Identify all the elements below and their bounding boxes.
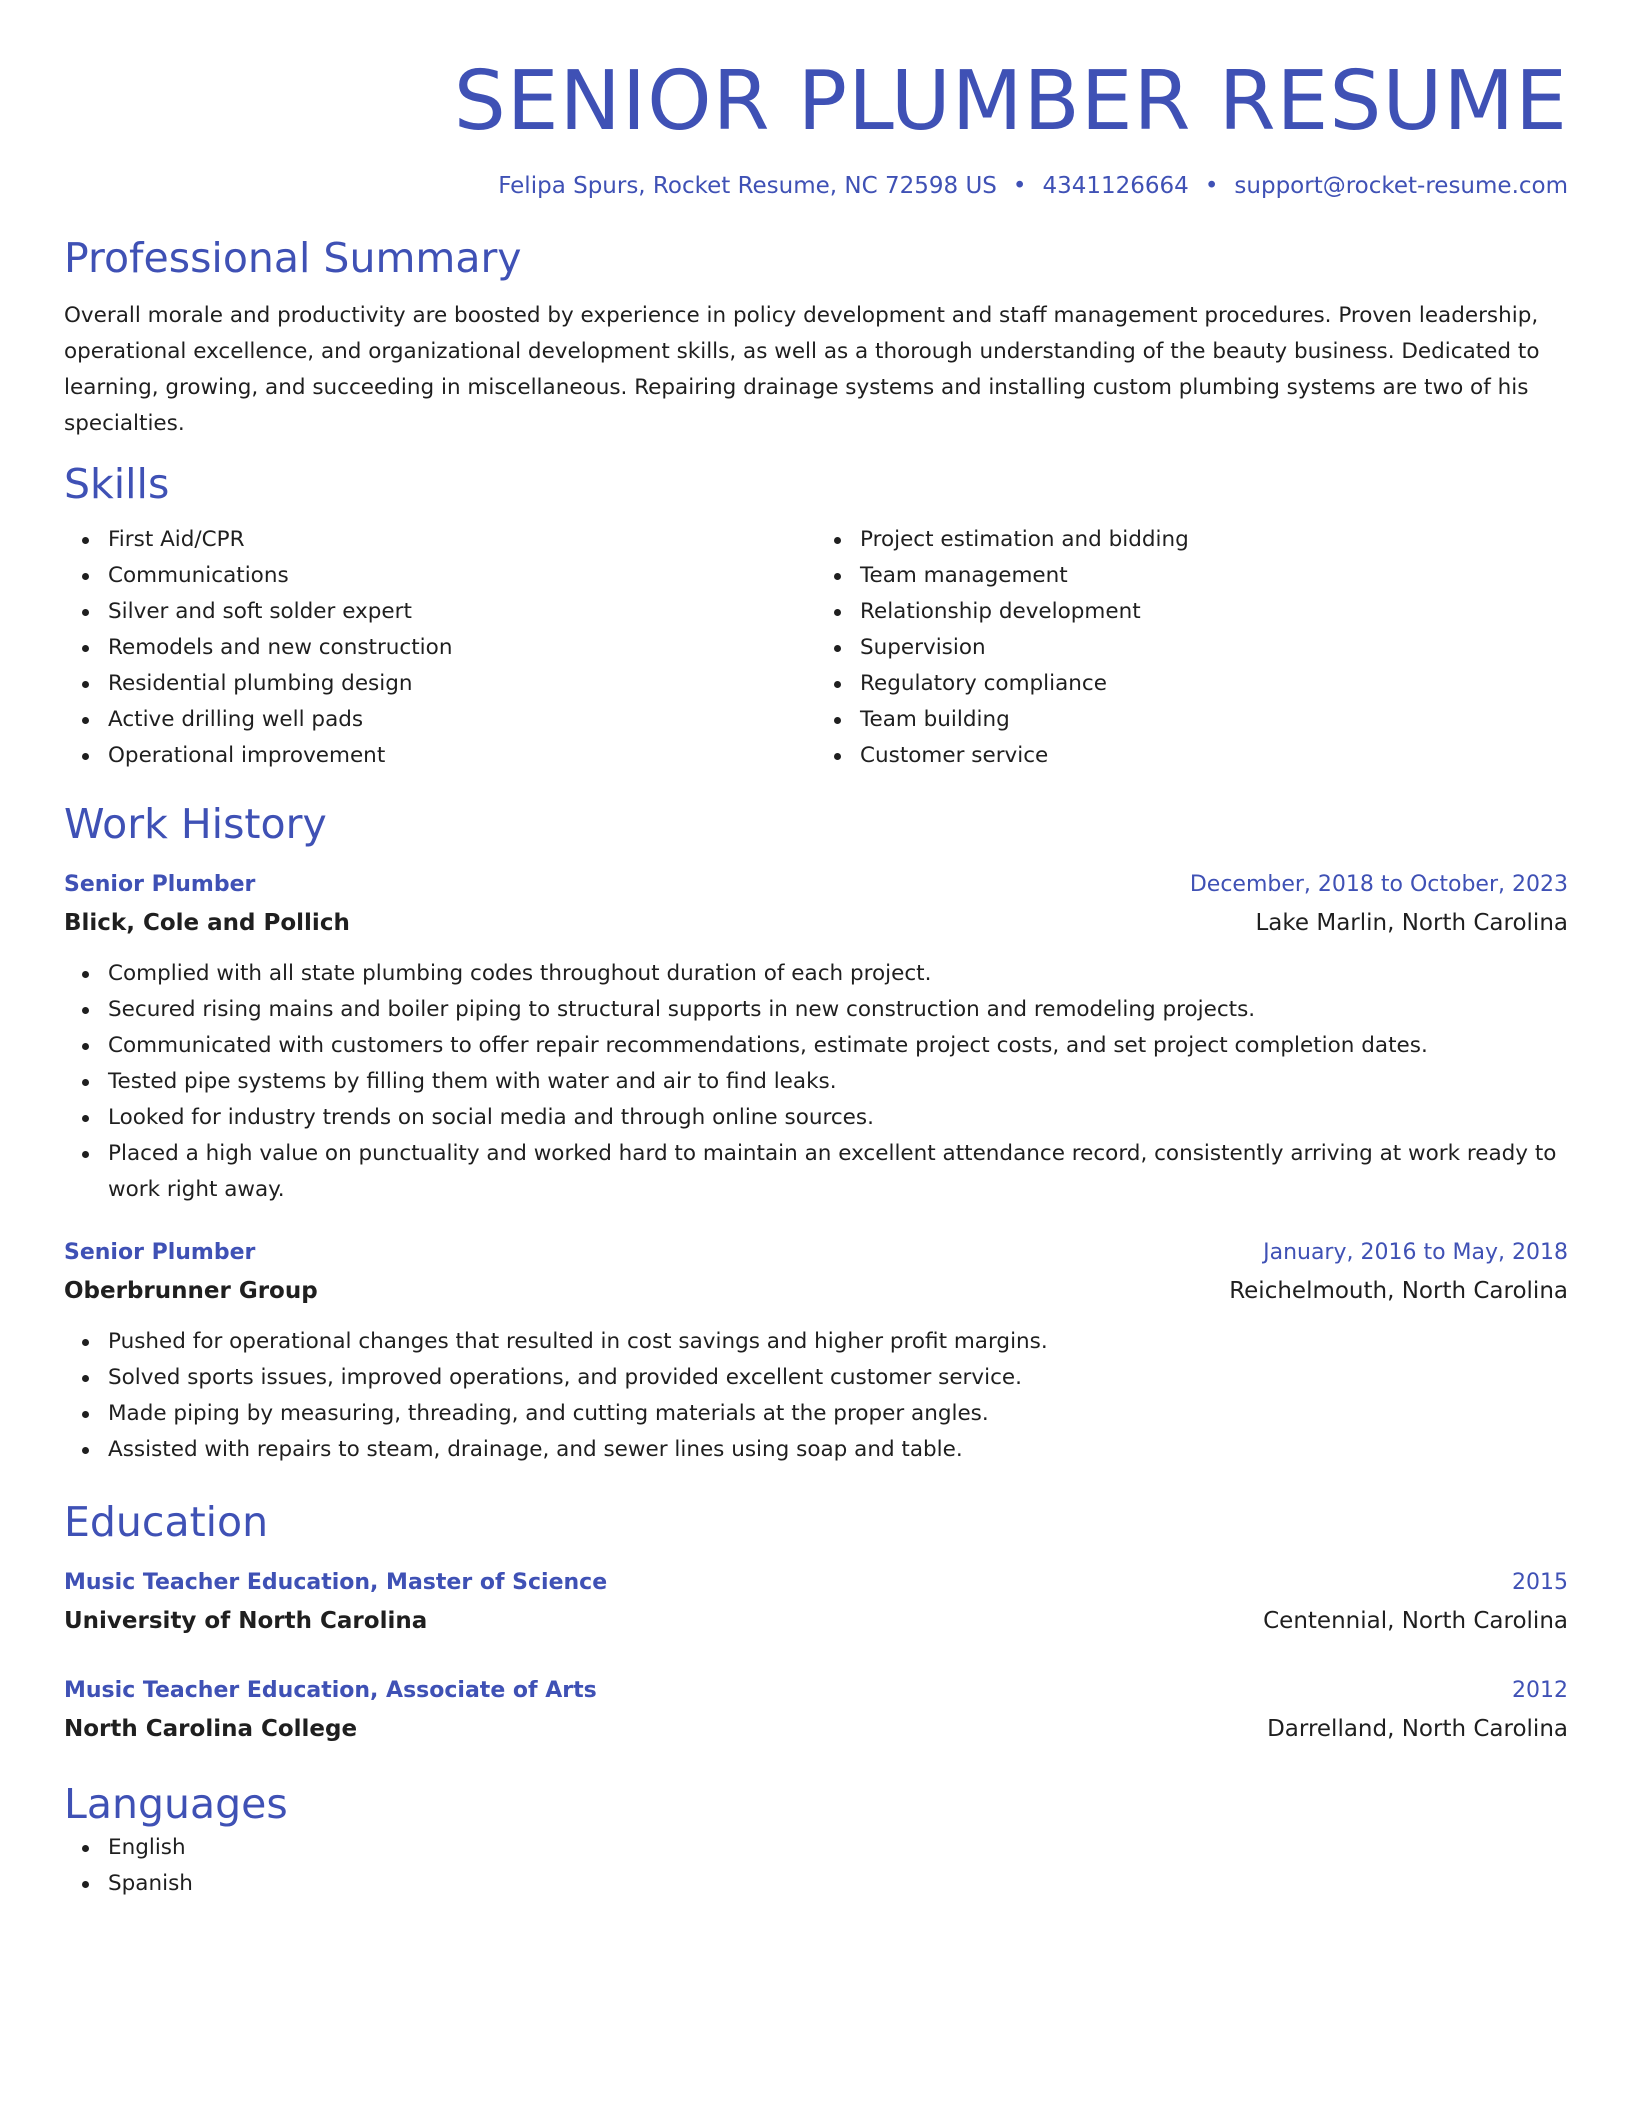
job-entry: [64, 1234, 1568, 1468]
contact-line: [64, 170, 1568, 202]
job-location: Reichelmouth, North Carolina: [1229, 1278, 1568, 1304]
job-dates: December, 2018 to October, 2023: [1189, 872, 1568, 897]
job-bullet: Tested pipe systems by filling them with water and air to find leaks.: [108, 1064, 1568, 1100]
job-bullet: Solved sports issues, improved operations, and provided excellent customer service.: [108, 1360, 1568, 1396]
language-item: Spanish: [108, 1866, 1568, 1902]
language-item: English: [108, 1830, 1568, 1866]
job-company: Oberbrunner Group: [64, 1278, 318, 1304]
summary-text: Overall morale and productivity are boosted by experience in policy development and staff management procedures. Proven leadership, operational excellence, and organizational development skills, as well as a thorough understanding of the beauty business. Dedicated to learning, growing, and succeeding in miscellaneous. Repairing drainage systems and installing custom plumbing systems are two of his specialties.: [64, 303, 1540, 436]
job-role: Senior Plumber: [64, 872, 256, 897]
education-degree-row: [64, 1564, 1568, 1602]
summary-heading: Professional Summary: [64, 234, 522, 282]
skill-item: Supervision: [860, 630, 1568, 666]
skill-item: Silver and soft solder expert: [108, 594, 816, 630]
languages-list: [64, 1830, 1568, 1902]
resume-title: SENIOR PLUMBER RESUME: [453, 54, 1568, 149]
job-bullet: Complied with all state plumbing codes throughout duration of each project.: [108, 956, 1568, 992]
job-location: Lake Marlin, North Carolina: [1255, 910, 1568, 936]
skill-item: Team management: [860, 558, 1568, 594]
education-year: 2012: [1512, 1678, 1568, 1703]
contact-address: Felipa Spurs, Rocket Resume, NC 72598 US: [498, 173, 997, 199]
skills-grid: [64, 522, 1568, 774]
separator-dot: •: [1012, 173, 1027, 199]
education-year: 2015: [1512, 1570, 1568, 1595]
job-bullet: Assisted with repairs to steam, drainage, and sewer lines using soap and table.: [108, 1432, 1568, 1468]
skill-item: Operational improvement: [108, 738, 816, 774]
education-entry: [64, 1672, 1568, 1748]
work-history-heading: Work History: [64, 800, 327, 848]
job-bullet: Communicated with customers to offer repair recommendations, estimate project costs, and set project completion dates.: [108, 1028, 1568, 1064]
job-entry: [64, 866, 1568, 1208]
skill-item: Project estimation and bidding: [860, 522, 1568, 558]
education-degree: Music Teacher Education, Associate of Arts: [64, 1678, 597, 1703]
education-entry: [64, 1564, 1568, 1640]
contact-email[interactable]: support@rocket-resume.com: [1234, 173, 1568, 199]
skill-item: Customer service: [860, 738, 1568, 774]
separator-dot: •: [1204, 173, 1219, 199]
education-school-row: [64, 1710, 1568, 1748]
skill-item: First Aid/CPR: [108, 522, 816, 558]
skills-list-left: [64, 522, 816, 774]
skill-item: Team building: [860, 702, 1568, 738]
education-degree-row: [64, 1672, 1568, 1710]
job-title-row: [64, 1234, 1568, 1272]
job-company-row: [64, 1272, 1568, 1310]
job-title-row: [64, 866, 1568, 904]
skill-item: Regulatory compliance: [860, 666, 1568, 702]
skill-item: Active drilling well pads: [108, 702, 816, 738]
job-bullets: [64, 956, 1568, 1208]
languages-heading: Languages: [64, 1780, 288, 1828]
job-bullet: Secured rising mains and boiler piping to structural supports in new construction and remodeling projects.: [108, 992, 1568, 1028]
education-school: University of North Carolina: [64, 1608, 428, 1634]
education-degree: Music Teacher Education, Master of Science: [64, 1570, 608, 1595]
skill-item: Residential plumbing design: [108, 666, 816, 702]
job-bullet: Made piping by measuring, threading, and cutting materials at the proper angles.: [108, 1396, 1568, 1432]
skill-item: Communications: [108, 558, 816, 594]
contact-phone: 4341126664: [1042, 173, 1189, 199]
skills-list-right: [816, 522, 1568, 774]
education-location: Centennial, North Carolina: [1263, 1608, 1568, 1634]
job-company-row: [64, 904, 1568, 942]
job-bullet: Looked for industry trends on social media and through online sources.: [108, 1100, 1568, 1136]
education-school-row: [64, 1602, 1568, 1640]
skill-item: Remodels and new construction: [108, 630, 816, 666]
job-bullet: Placed a high value on punctuality and worked hard to maintain an excellent attendance record, consistently arriving at work ready to work right away.: [108, 1136, 1568, 1208]
education-school: North Carolina College: [64, 1716, 358, 1742]
job-role: Senior Plumber: [64, 1240, 256, 1265]
education-heading: Education: [64, 1498, 269, 1546]
education-location: Darrelland, North Carolina: [1267, 1716, 1568, 1742]
job-bullet: Pushed for operational changes that resulted in cost savings and higher profit margins.: [108, 1324, 1568, 1360]
skills-heading: Skills: [64, 460, 170, 508]
job-bullets: [64, 1324, 1568, 1468]
job-company: Blick, Cole and Pollich: [64, 910, 350, 936]
skill-item: Relationship development: [860, 594, 1568, 630]
job-dates: January, 2016 to May, 2018: [1263, 1240, 1568, 1265]
